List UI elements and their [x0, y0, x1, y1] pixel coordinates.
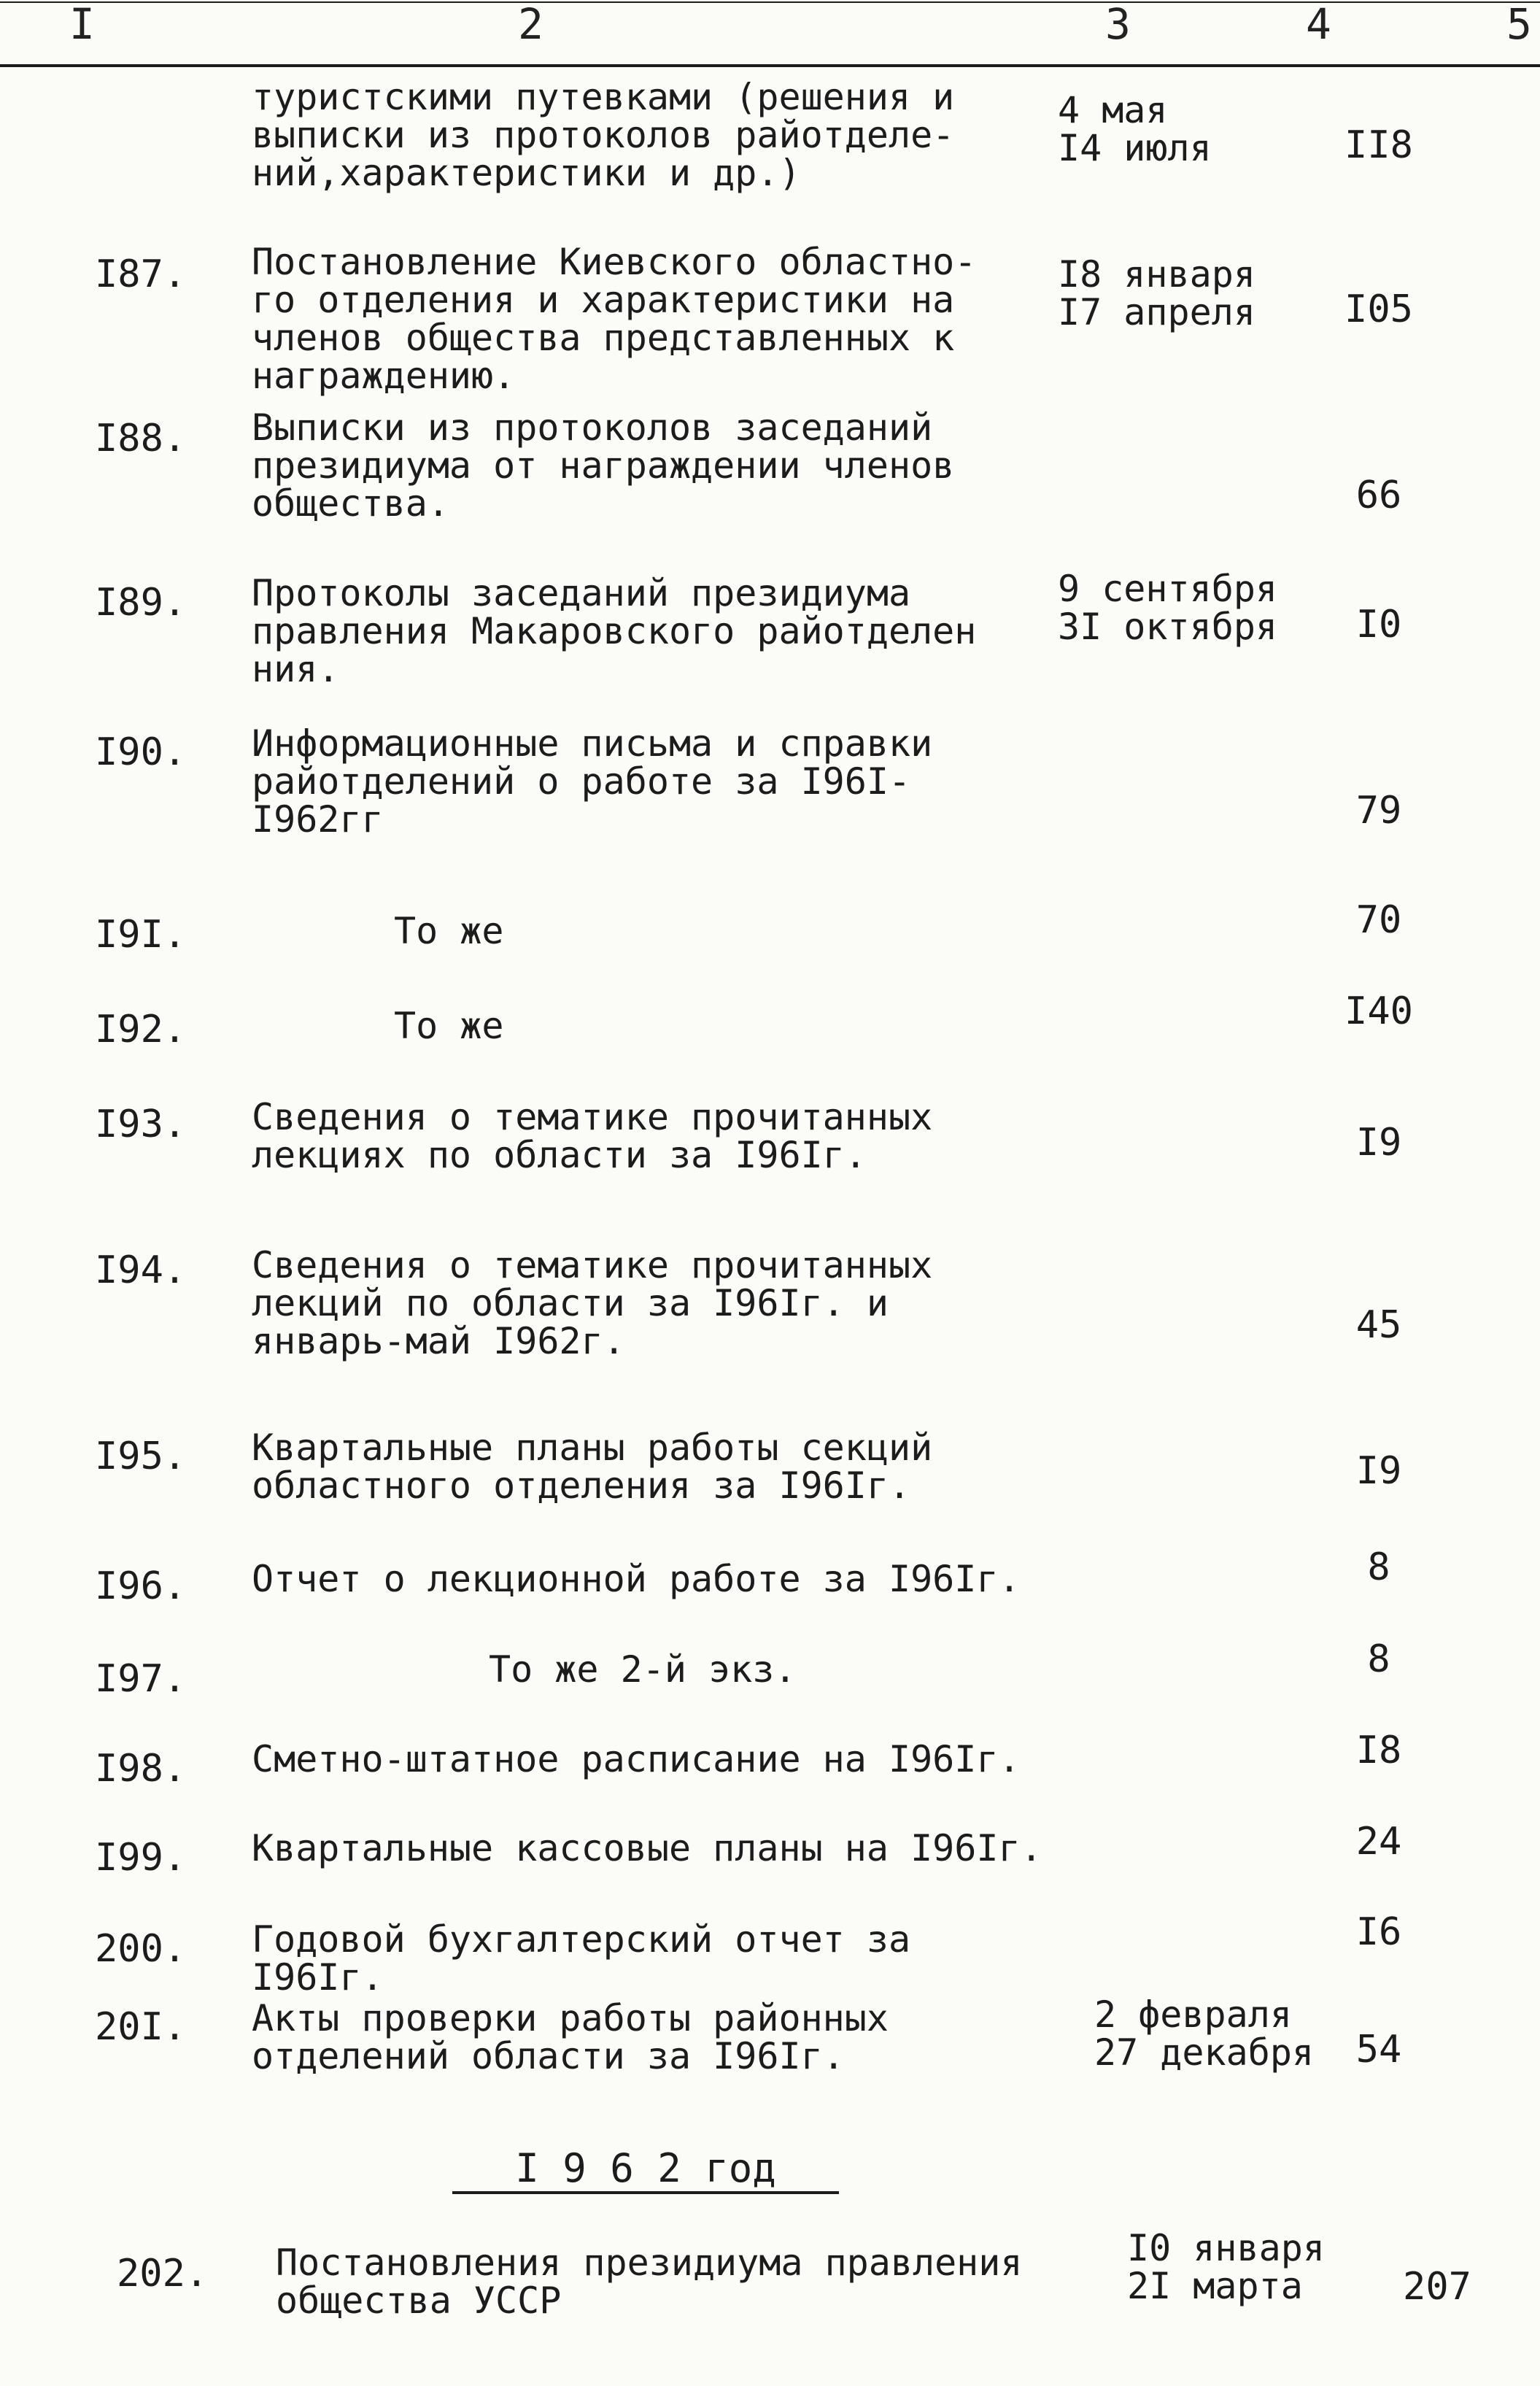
record-number: 202. [117, 2252, 209, 2296]
record-number: I93. [95, 1103, 187, 1146]
record-sheet-count: I40 [1344, 989, 1413, 1033]
record-description: туристскими путевками (решения и выписки из протоколов райотделе- ний,характеристики и др.) [252, 76, 955, 194]
record-number: 200. [95, 1927, 187, 1971]
record-sheet-count: 8 [1367, 1545, 1390, 1589]
record-sheet-count: 24 [1355, 1820, 1402, 1864]
record-dates: 9 сентября 3I октября [1058, 568, 1278, 648]
record-description: Квартальные планы работы секций областного отделения за I96Iг. [252, 1426, 933, 1507]
record-sheet-count: I9 [1355, 1121, 1402, 1165]
column-number-4: 4 [1306, 0, 1331, 49]
record-number: I97. [95, 1657, 187, 1701]
record-dates: I0 января 2I марта [1127, 2227, 1325, 2307]
record-sheet-count: II8 [1344, 123, 1413, 167]
record-sheet-count: 70 [1355, 898, 1402, 942]
header-bottom-line [0, 64, 1540, 67]
record-description: Сметно-штатное расписание на I96Iг. [252, 1738, 1021, 1780]
record-sheet-count: I0 [1355, 603, 1402, 646]
record-number: I89. [95, 581, 187, 625]
record-dates: I8 января I7 апреля [1058, 253, 1255, 333]
record-description: Постановление Киевского областно- го отделения и характеристики на членов общества представленных к награждению. [252, 241, 977, 397]
record-description: То же [394, 1005, 504, 1047]
record-description: Акты проверки работы районных отделений области за I96Iг. [252, 1997, 889, 2077]
record-number: I96. [95, 1564, 187, 1608]
record-sheet-count: I9 [1355, 1449, 1402, 1493]
record-sheet-count: 79 [1355, 789, 1402, 833]
record-sheet-count: 45 [1355, 1303, 1402, 1347]
record-number: I9I. [95, 913, 187, 957]
record-dates: 2 февраля 27 декабря [1094, 1993, 1315, 2074]
record-sheet-count: I05 [1344, 287, 1413, 331]
record-description: Протоколы заседаний президиума правления Макаровского райотделен ния. [252, 572, 977, 690]
column-number-1: I [69, 0, 95, 49]
year-heading-underline [452, 2191, 839, 2194]
record-number: I94. [95, 1248, 187, 1292]
record-dates: 4 мая I4 июля [1058, 89, 1212, 169]
record-description: Квартальные кассовые планы на I96Iг. [252, 1827, 1042, 1869]
column-number-5: 5 [1506, 0, 1532, 49]
record-description: Постановления президиума правления общества УССР [276, 2242, 1023, 2322]
record-number: I95. [95, 1435, 187, 1478]
record-description: Выписки из протоколов заседаний президиума от награждении членов общества. [252, 406, 955, 525]
record-description: То же 2-й экз. [489, 1648, 797, 1691]
record-number: I88. [95, 417, 187, 460]
record-sheet-count: I8 [1355, 1729, 1402, 1772]
record-description: То же [394, 910, 504, 952]
record-sheet-count: 54 [1355, 2028, 1402, 2072]
record-number: I92. [95, 1008, 187, 1051]
record-number: 20I. [95, 2005, 187, 2049]
record-sheet-count: I6 [1355, 1910, 1402, 1954]
record-number: I98. [95, 1747, 187, 1791]
record-description: Информационные письма и справки райотделений о работе за I96I- I962гг [252, 722, 933, 841]
record-sheet-count: 66 [1355, 474, 1402, 517]
record-description: Отчет о лекционной работе за I96Iг. [252, 1558, 1021, 1600]
record-number: I87. [95, 252, 187, 296]
column-number-2: 2 [518, 0, 543, 49]
record-description: Годовой бухгалтерский отчет за I96Iг. [252, 1918, 911, 1999]
year-heading-1962: I 9 6 2 год [515, 2145, 776, 2191]
record-sheet-count: 207 [1403, 2265, 1471, 2309]
record-number: I90. [95, 730, 187, 774]
record-sheet-count: 8 [1367, 1637, 1390, 1681]
record-description: Сведения о тематике прочитанных лекций по области за I96Iг. и январь-май I962г. [252, 1244, 933, 1362]
record-number: I99. [95, 1836, 187, 1880]
record-description: Сведения о тематике прочитанных лекциях по области за I96Iг. [252, 1096, 933, 1176]
column-number-3: 3 [1105, 0, 1131, 49]
